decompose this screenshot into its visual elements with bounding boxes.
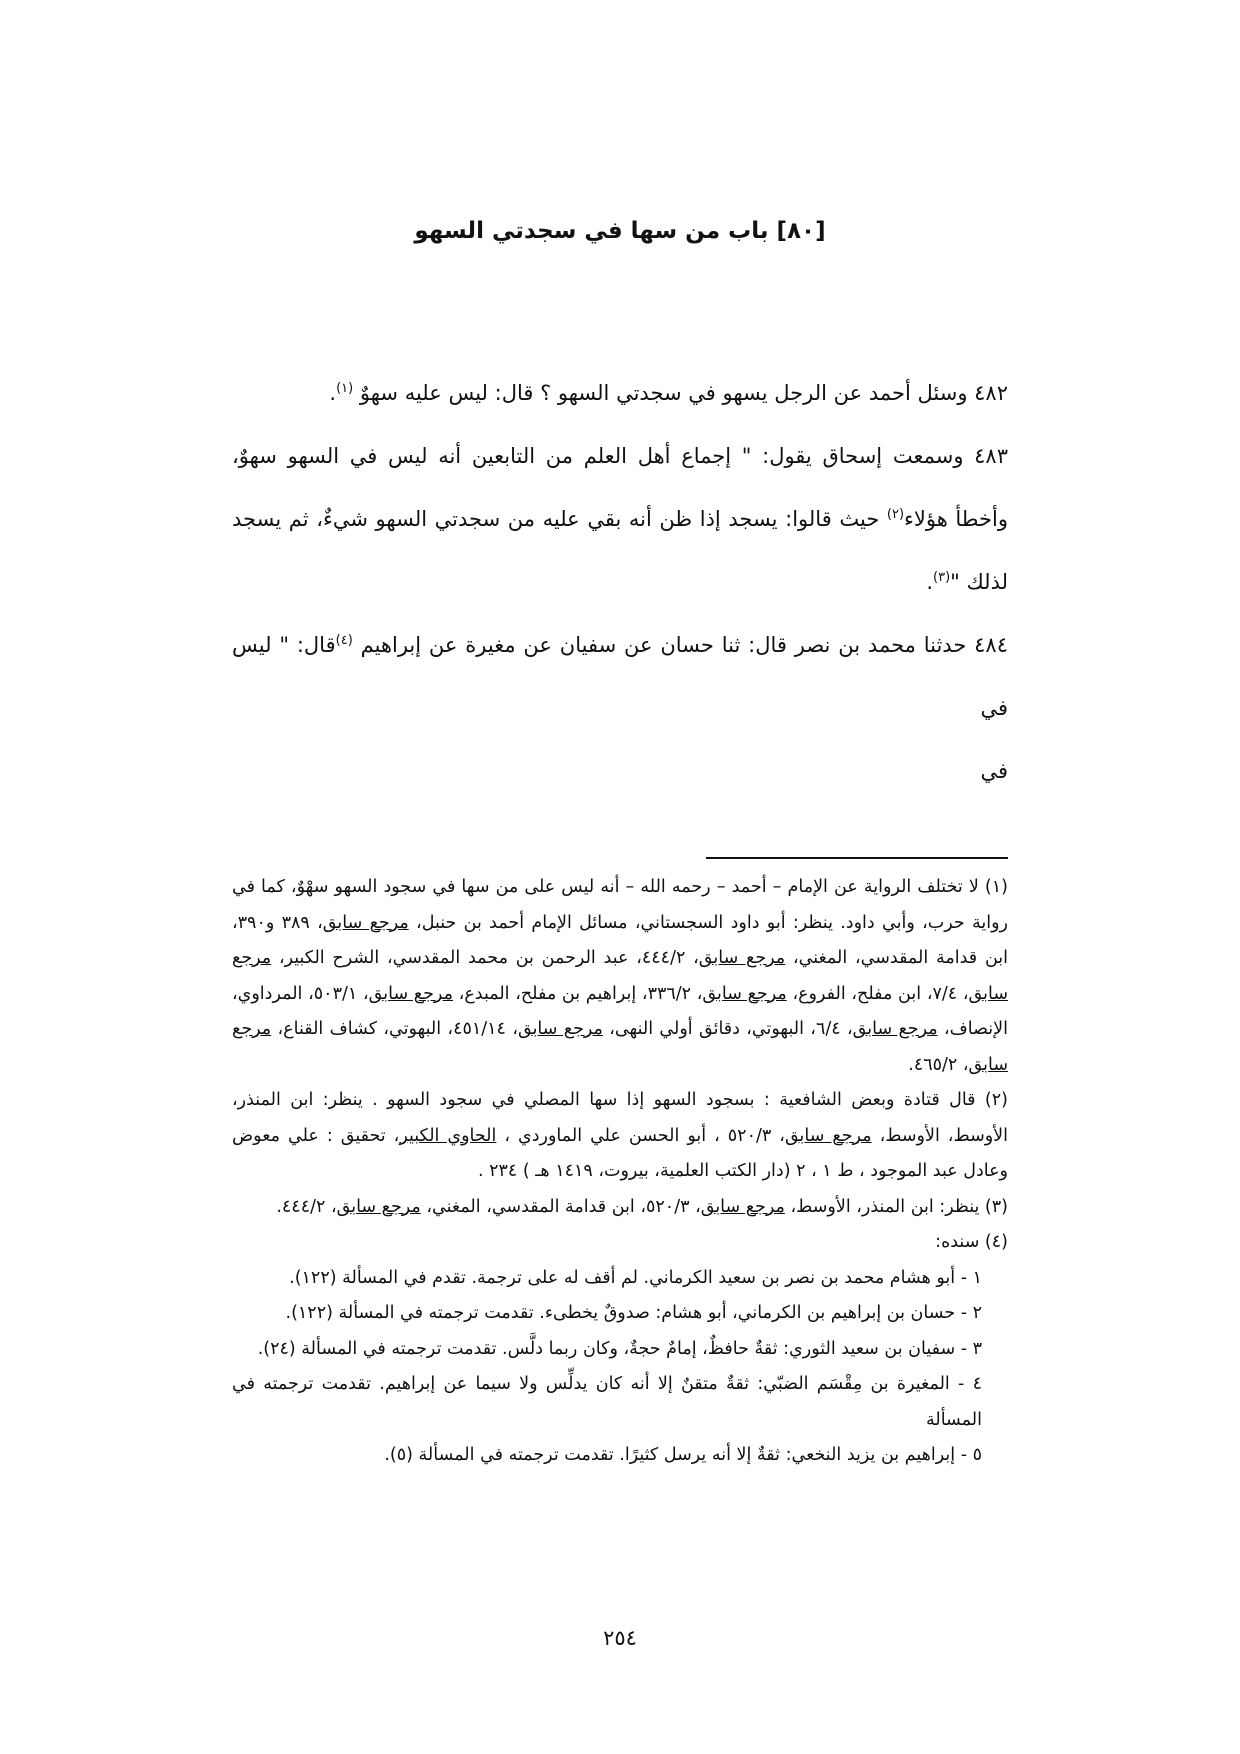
footnote-text: (٣) ينظر: ابن المنذر، الأوسط، bbox=[784, 1196, 1008, 1217]
paragraph-484 bbox=[232, 614, 1008, 740]
reference-link: مرجع سابق bbox=[336, 1196, 421, 1217]
reference-link: مرجع سابق bbox=[700, 1196, 785, 1217]
footnote-text: ، تحقيق : علي معوض وعادل عبد الموجود ، ط ١ ، ٢ (دار الكتب العلمية، بيروت، ١٤١٩ هـ ) ٢٣٤ . bbox=[232, 1125, 1008, 1181]
reference-link: مرجع سابق bbox=[698, 948, 786, 968]
isnad-list-item: ٥ - إبراهيم بن يزيد النخعي: ثقةٌ إلا أنه يرسل كثيرًا. تقدمت ترجمته في المسألة (٥). bbox=[384, 1445, 982, 1465]
paragraph-482 bbox=[232, 362, 1008, 425]
footnote-text: ، ٥٢٠/٣، ابن قدامة المقدسي، المغني، bbox=[420, 1196, 701, 1217]
isnad-list-item: ١ - أبو هشام محمد بن نصر بن سعيد الكرماني. لم أقف له على ترجمة. تقدم في المسألة (١٢٢). bbox=[289, 1267, 982, 1288]
paragraph-text: ٤٨٣ وسمعت إسحاق يقول: " إجماع أهل العلم من التابعين أنه ليس في السهو سهوٌ، وأخطأ هؤلاء bbox=[232, 444, 1008, 531]
footnote-text: ، ٣٣٦/٢، إبراهيم بن مفلح، المبدع، bbox=[452, 983, 703, 1004]
paragraph-text: قال: " ليس في bbox=[232, 633, 1008, 720]
reference-link: مرجع سابق bbox=[852, 1019, 938, 1039]
reference-link: مرجع سابق bbox=[517, 1019, 603, 1039]
footnote-text: ، ٦/٤، البهوتي، دقائق أولي النهى، bbox=[602, 1019, 853, 1039]
footnotes bbox=[232, 870, 1008, 1474]
footnote-4: (٤) سنده: bbox=[935, 1232, 1008, 1252]
reference-link: مرجع سابق bbox=[322, 912, 409, 933]
footnote-text: (٢) قال قتادة وبعض الشافعية : بسجود السهو إذا سها المصلي في سجود السهو . ينظر: ابن المنذر، الأوسط، الأوسط، bbox=[232, 1090, 1009, 1146]
footnote-marker-2[interactable]: (٢) bbox=[886, 507, 905, 522]
isnad-list-item: ٤ - المغيرة بن مِقْسَم الضبّي: ثقةٌ متقنٌ إلا أنه كان يدلِّس ولا سيما عن إبراهيم. تقدمت ترجمته في المسألة bbox=[232, 1374, 982, 1430]
paragraph-continuation bbox=[232, 740, 1008, 803]
footnote-separator bbox=[706, 857, 1008, 859]
book-title-link: الحاوي الكبير bbox=[399, 1125, 497, 1146]
paragraph-text: . bbox=[329, 381, 337, 405]
paragraph-text: . bbox=[926, 570, 933, 594]
footnote-text: ، ٣٨٩ و٣٩٠، ابن قدامة المقدسي، المغني، bbox=[232, 912, 1008, 968]
footnote-marker-1[interactable]: (١) bbox=[336, 381, 354, 396]
footnote-1 bbox=[232, 870, 1008, 1083]
main-text bbox=[232, 362, 1008, 803]
isnad-list-item: ٢ - حسان بن إبراهيم بن الكرماني، أبو هشام: صدوقٌ يخطىء. تقدمت ترجمته في المسألة (١٢٢). bbox=[285, 1303, 982, 1323]
chapter-title: [٨٠] باب من سها في سجدتي السهو bbox=[414, 218, 826, 244]
paragraph-text: ٤٨٤ حدثنا محمد بن نصر قال: ثنا حسان عن سفيان عن مغيرة عن إبراهيم bbox=[352, 633, 1008, 657]
footnote-marker-4[interactable]: (٤) bbox=[335, 633, 353, 648]
footnote-text: ، ٧/٤، ابن مفلح، الفروع، bbox=[786, 983, 969, 1004]
reference-link: مرجع سابق bbox=[368, 983, 453, 1004]
footnote-3 bbox=[232, 1190, 1008, 1226]
footnote-text: ، ٤٦٥/٢. bbox=[908, 1054, 969, 1075]
reference-link: مرجع سابق bbox=[232, 1019, 1008, 1075]
footnote-text: ، ٥٢٠/٣ ، أبو الحسن علي الماوردي ، bbox=[496, 1125, 785, 1146]
reference-link: مرجع سابق bbox=[784, 1125, 872, 1146]
paragraph-text: ٤٨٢ وسئل أحمد عن الرجل يسهو في سجدتي السهو ؟ قال: ليس عليه سهوٌ bbox=[353, 381, 1008, 405]
footnote-text: (١) لا تختلف الرواية عن الإمام – أحمد – رحمه الله – أنه ليس على من سها في سجود السهو سهْوٌ، كما في رواية حرب، وأبي داود. ينظر: أبو داود السجستاني، مسائل الإمام أحمد بن حنبل، bbox=[232, 877, 1009, 933]
paragraph-text: حيث قالوا: يسجد إذا ظن أنه بقي عليه من سجدتي السهو شيءٌ، ثم يسجد لذلك " bbox=[232, 507, 1008, 594]
footnote-marker-3[interactable]: (٣) bbox=[933, 570, 951, 585]
footnote-text: ، ٤٤٤/٢. bbox=[276, 1196, 337, 1217]
footnote-2 bbox=[232, 1083, 1008, 1190]
isnad-list-item: ٣ - سفيان بن سعيد الثوري: ثقةٌ حافظٌ، إمامٌ حجةٌ، وكان ربما دلَّس. تقدمت ترجمته في المسألة (٢٤). bbox=[257, 1338, 982, 1359]
paragraph-483 bbox=[232, 425, 1008, 614]
footnote-text: ، ٤٥١/١٤، البهوتي، كشاف القناع، bbox=[271, 1019, 518, 1039]
footnote-text: ، ٥٠٣/١، المرداوي، الإنصاف، bbox=[232, 983, 1008, 1039]
page-number: ٢٥٤ bbox=[603, 1626, 637, 1650]
paragraph-text: في bbox=[980, 759, 1008, 783]
reference-link: مرجع سابق bbox=[702, 983, 787, 1004]
footnote-text: ، ٤٤٤/٢، عبد الرحمن بن محمد المقدسي، الشرح الكبير، bbox=[271, 948, 699, 968]
reference-link: مرجع سابق bbox=[232, 948, 1008, 1004]
